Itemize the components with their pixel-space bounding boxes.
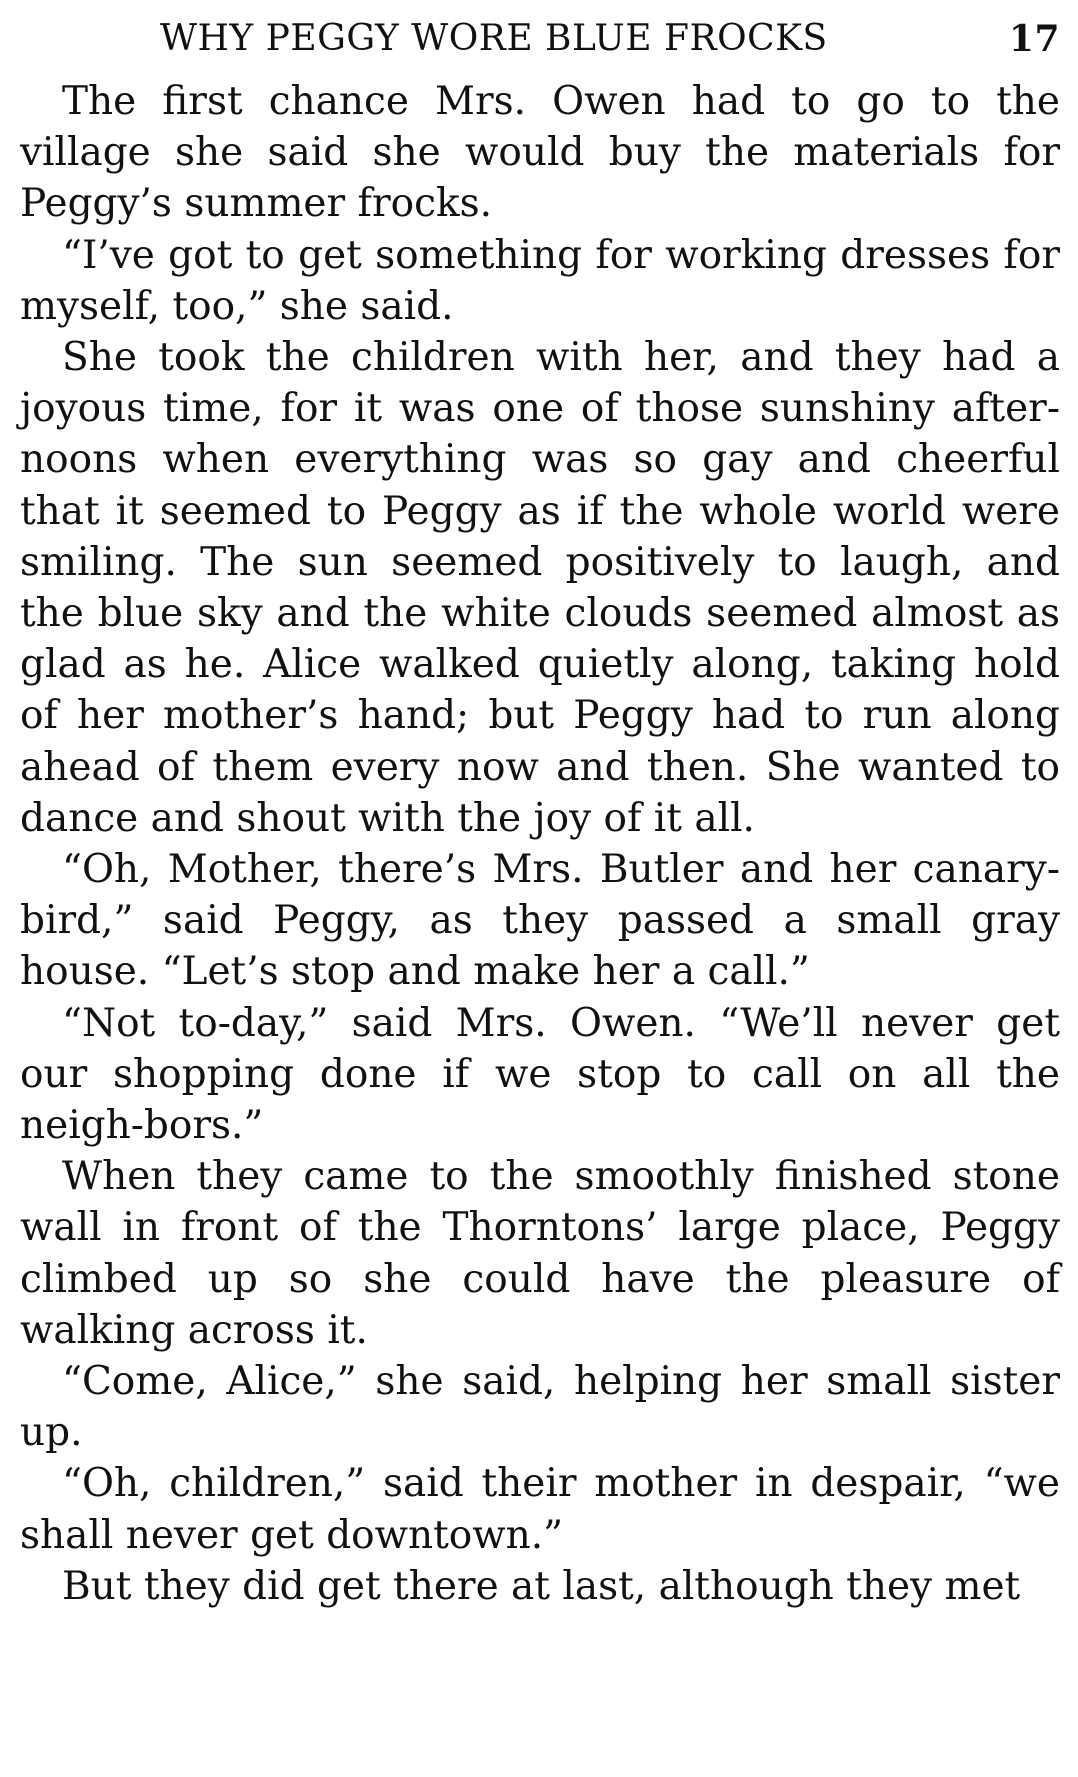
- paragraph: “Come, Alice,” she said, helping her small sister up.: [20, 1359, 1060, 1456]
- paragraph: But they did get there at last, although they met: [62, 1563, 1021, 1609]
- page-number: 17: [1008, 18, 1060, 60]
- paragraph: “I’ve got to get something for working dresses for myself, too,” she said.: [20, 232, 1060, 329]
- paragraph: When they came to the smoothly finished stone wall in front of the Thorntons’ large place, Peggy climbed up so she could have the pleasure of walking across it.: [20, 1154, 1060, 1353]
- paragraph: “Oh, Mother, there’s Mrs. Butler and her canary-bird,” said Peggy, as they passed a small gray house. “Let’s stop and make her a call.”: [20, 847, 1060, 995]
- paragraph: “Oh, children,” said their mother in despair, “we shall never get downtown.”: [20, 1461, 1060, 1558]
- running-head: [20, 14, 1060, 64]
- paragraph: The first chance Mrs. Owen had to go to the village she said she would buy the materials for Peggy’s summer frocks.: [20, 79, 1060, 227]
- running-title: WHY PEGGY WORE BLUE FROCKS: [160, 18, 828, 59]
- paragraph: She took the children with her, and they had a joyous time, for it was one of those sunshiny after-noons when everything was so gay and cheerful that it seemed to Peggy as if the whole world were smiling. The sun seemed positively to laugh, and the blue sky and the white clouds seemed almost as glad as he. Alice walked quietly along, taking hold of her mother’s hand; but Peggy had to run along ahead of them every now and then. She wanted to dance and shout with the joy of it all.: [20, 335, 1060, 841]
- text-block: [20, 76, 1060, 1612]
- paragraph: “Not to-day,” said Mrs. Owen. “We’ll never get our shopping done if we stop to call on all the neigh-bors.”: [20, 1000, 1060, 1149]
